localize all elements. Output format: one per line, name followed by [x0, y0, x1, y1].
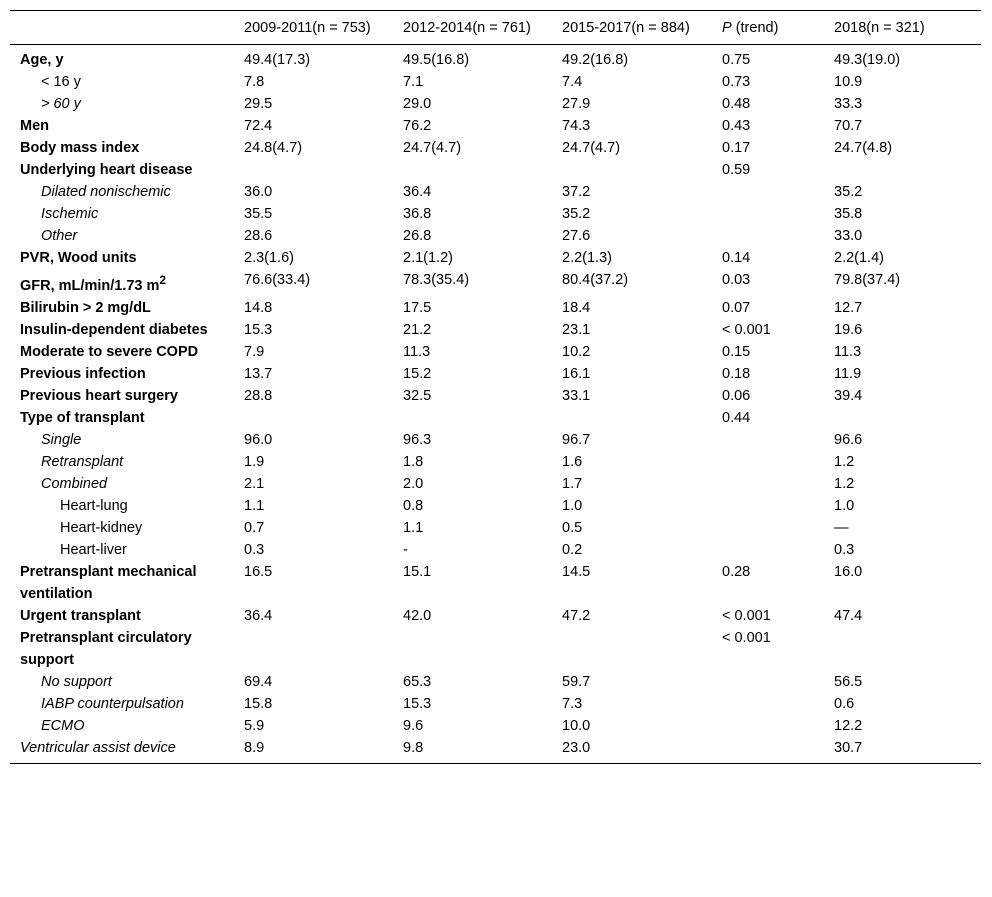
value-2012-2014: 29.0: [403, 96, 432, 112]
value-2009-2011: 28.6: [244, 228, 273, 244]
table-row: [10, 495, 981, 517]
value-2012-2014: 76.2: [403, 118, 432, 134]
value-p-trend: < 0.001: [722, 607, 771, 624]
value-p-trend: [712, 737, 824, 764]
row-label-text: Heart-kidney: [60, 519, 143, 536]
value-2009-2011: 15.3: [244, 321, 273, 338]
table-row: [10, 451, 981, 473]
value-2018: 79.8(37.4): [834, 272, 901, 288]
value-2015-2017: 59.7: [562, 673, 591, 690]
row-label: [10, 115, 234, 137]
value-2009-2011: 28.8: [244, 387, 273, 404]
value-p-trend: 0.07: [722, 299, 751, 316]
row-label-text: Body mass index: [20, 140, 140, 156]
value-2012-2014: 15.1: [403, 563, 432, 580]
value-p-trend: [712, 693, 824, 715]
row-label-text: Pretransplant mechanical ventilation: [20, 563, 197, 602]
data-table: [10, 10, 981, 764]
table-row: [10, 429, 981, 451]
row-label: [10, 385, 234, 407]
value-2009-2011: 16.5: [244, 563, 273, 580]
row-label-text: < 16 y: [41, 74, 81, 90]
row-label-text: Heart-lung: [60, 497, 128, 514]
value-2018: 0.3: [834, 541, 855, 558]
table-row: [10, 473, 981, 495]
table-row: [10, 605, 981, 627]
value-2018: 19.6: [834, 321, 863, 338]
value-2012-2014: 11.3: [403, 343, 431, 360]
value-2009-2011: 76.6(33.4): [244, 272, 311, 288]
value-2018: 30.7: [834, 739, 863, 756]
header-p-trend: [712, 11, 824, 45]
table-row: [10, 203, 981, 225]
row-label-text: Ischemic: [41, 206, 99, 222]
row-label-text: PVR, Wood units: [20, 250, 137, 266]
value-2012-2014: 24.7(4.7): [403, 140, 462, 156]
value-p-trend: 0.73: [722, 74, 751, 90]
value-2018: 35.2: [834, 184, 863, 200]
value-2015-2017: 10.0: [562, 717, 591, 734]
table-row: [10, 715, 981, 737]
value-2018: 12.7: [834, 299, 863, 316]
value-2015-2017: [552, 627, 712, 671]
value-2012-2014: 26.8: [403, 228, 432, 244]
table-container: [10, 10, 981, 764]
row-label: [10, 737, 234, 764]
value-2018: 11.3: [834, 343, 862, 360]
value-p-trend: 0.14: [722, 250, 751, 266]
value-2015-2017: 18.4: [562, 299, 591, 316]
row-label: [10, 407, 234, 429]
value-2009-2011: 2.3(1.6): [244, 250, 294, 266]
value-p-trend: [712, 203, 824, 225]
table-row: [10, 159, 981, 181]
header-row: [10, 11, 981, 45]
value-2009-2011: [234, 159, 393, 181]
value-2015-2017: 7.3: [562, 695, 583, 712]
value-2018: 56.5: [834, 673, 863, 690]
value-2015-2017: 74.3: [562, 118, 591, 134]
value-p-trend: [712, 539, 824, 561]
row-label-text: Previous heart surgery: [20, 387, 178, 404]
header-2015-2017: 2015-2017(n = 884): [552, 11, 712, 45]
row-label: [10, 495, 234, 517]
table-row: [10, 737, 981, 764]
value-2009-2011: 24.8(4.7): [244, 140, 303, 156]
value-2015-2017: 27.6: [562, 228, 591, 244]
row-label: [10, 247, 234, 269]
row-label: [10, 93, 234, 115]
row-label: [10, 363, 234, 385]
value-p-trend: [712, 495, 824, 517]
row-label: [10, 71, 234, 93]
value-2018: 1.2: [834, 475, 855, 492]
value-2015-2017: 96.7: [562, 431, 591, 448]
value-2012-2014: 36.4: [403, 184, 432, 200]
value-p-trend: 0.75: [722, 52, 751, 68]
value-2015-2017: 49.2(16.8): [562, 52, 629, 68]
value-2009-2011: 13.7: [244, 365, 273, 382]
value-2009-2011: 36.0: [244, 184, 273, 200]
value-2012-2014: 21.2: [403, 321, 432, 338]
value-2009-2011: 14.8: [244, 299, 273, 316]
value-2015-2017: [552, 407, 712, 429]
value-2009-2011: 5.9: [244, 717, 265, 734]
value-p-trend: [712, 473, 824, 495]
row-label: [10, 341, 234, 363]
row-label: [10, 451, 234, 473]
value-2018: —: [834, 519, 849, 536]
value-2012-2014: 78.3(35.4): [403, 272, 470, 288]
row-label: [10, 181, 234, 203]
row-label: [10, 319, 234, 341]
table-row: [10, 341, 981, 363]
row-label: [10, 671, 234, 693]
value-2018: 16.0: [834, 563, 863, 580]
table-row: [10, 71, 981, 93]
value-p-trend: 0.28: [722, 563, 751, 580]
value-2009-2011: 15.8: [244, 695, 273, 712]
row-label-text: Age, y: [20, 52, 64, 68]
value-2018: 33.3: [834, 96, 863, 112]
value-2018: [824, 407, 981, 429]
value-2012-2014: 1.1: [403, 519, 424, 536]
row-label-text: Underlying heart disease: [20, 162, 193, 178]
row-label-text: Ventricular assist device: [20, 739, 176, 756]
value-2009-2011: 35.5: [244, 206, 273, 222]
value-2009-2011: 1.9: [244, 453, 265, 470]
value-2012-2014: 2.0: [403, 475, 424, 492]
row-label-text: Pretransplant circulatory support: [20, 629, 192, 668]
value-2018: 96.6: [834, 431, 863, 448]
value-2018: [824, 627, 981, 671]
value-2012-2014: 1.8: [403, 453, 424, 470]
row-label: [10, 539, 234, 561]
value-p-trend: [712, 715, 824, 737]
row-label: [10, 159, 234, 181]
value-2012-2014: 32.5: [403, 387, 432, 404]
table-row: [10, 93, 981, 115]
value-p-trend: 0.15: [722, 343, 751, 360]
row-label-text: Bilirubin > 2 mg/dL: [20, 299, 151, 316]
value-2015-2017: 33.1: [562, 387, 591, 404]
value-p-trend: < 0.001: [722, 629, 771, 646]
table-body: [10, 45, 981, 764]
row-label-text: ECMO: [41, 717, 85, 734]
table-row: [10, 517, 981, 539]
value-p-trend: [712, 181, 824, 203]
value-2018: 33.0: [834, 228, 863, 244]
table-row: [10, 247, 981, 269]
value-2012-2014: 65.3: [403, 673, 432, 690]
row-label-text: Dilated nonischemic: [41, 184, 171, 200]
value-2018: [824, 159, 981, 181]
value-2015-2017: 23.1: [562, 321, 591, 338]
value-p-trend: [712, 429, 824, 451]
row-label-text: Retransplant: [41, 453, 124, 470]
value-2018: 49.3(19.0): [834, 52, 901, 68]
value-2018: 24.7(4.8): [834, 140, 893, 156]
value-2018: 10.9: [834, 74, 863, 90]
table-row: [10, 363, 981, 385]
table-row: [10, 137, 981, 159]
value-2015-2017: 80.4(37.2): [562, 272, 629, 288]
value-2015-2017: 47.2: [562, 607, 591, 624]
value-p-trend: < 0.001: [722, 321, 771, 338]
value-p-trend: [712, 517, 824, 539]
value-2012-2014: [393, 627, 552, 671]
value-2018: 2.2(1.4): [834, 250, 884, 266]
value-2018: 39.4: [834, 387, 863, 404]
value-2015-2017: 23.0: [562, 739, 591, 756]
value-2012-2014: 36.8: [403, 206, 432, 222]
value-2009-2011: 8.9: [244, 739, 265, 756]
row-label: [10, 45, 234, 72]
value-2015-2017: 10.2: [562, 343, 591, 360]
row-label-text: IABP counterpulsation: [41, 695, 184, 712]
value-2015-2017: 0.2: [562, 541, 583, 558]
value-2009-2011: 36.4: [244, 607, 273, 624]
row-label-text: > 60 y: [41, 96, 81, 112]
value-2018: 1.2: [834, 453, 855, 470]
row-label-text: Men: [20, 118, 49, 134]
row-label: [10, 473, 234, 495]
row-label-text: Heart-liver: [60, 541, 127, 558]
table-row: [10, 539, 981, 561]
table-row: [10, 385, 981, 407]
value-2012-2014: 2.1(1.2): [403, 250, 453, 266]
value-2009-2011: 0.7: [244, 519, 265, 536]
value-p-trend: 0.03: [722, 272, 751, 288]
table-row: [10, 181, 981, 203]
row-label: [10, 225, 234, 247]
row-label: [10, 715, 234, 737]
value-p-trend: 0.06: [722, 387, 751, 404]
row-label: [10, 693, 234, 715]
row-label-text: No support: [41, 673, 112, 690]
row-label: [10, 297, 234, 319]
row-label: [10, 605, 234, 627]
value-2012-2014: [393, 407, 552, 429]
value-2009-2011: [234, 627, 393, 671]
value-2012-2014: 9.8: [403, 739, 424, 756]
value-2009-2011: 49.4(17.3): [244, 52, 311, 68]
row-label-superscript: 2: [159, 273, 167, 287]
value-2015-2017: 37.2: [562, 184, 591, 200]
row-label: [10, 203, 234, 225]
table-row: [10, 115, 981, 137]
value-2009-2011: 0.3: [244, 541, 265, 558]
table-row: [10, 319, 981, 341]
table-row: [10, 297, 981, 319]
value-p-trend: 0.44: [722, 409, 751, 426]
table-row: [10, 627, 981, 671]
value-2015-2017: 16.1: [562, 365, 591, 382]
value-2015-2017: 1.6: [562, 453, 583, 470]
value-2015-2017: 27.9: [562, 96, 591, 112]
value-2012-2014: 7.1: [403, 74, 424, 90]
value-2009-2011: 2.1: [244, 475, 265, 492]
value-2012-2014: 96.3: [403, 431, 432, 448]
value-2018: 70.7: [834, 118, 863, 134]
value-2012-2014: 0.8: [403, 497, 424, 514]
value-p-trend: [712, 451, 824, 473]
value-2015-2017: 7.4: [562, 74, 583, 90]
row-label: [10, 627, 234, 671]
header-2018: 2018(n = 321): [824, 11, 981, 45]
value-2012-2014: -: [403, 541, 408, 558]
value-2015-2017: 35.2: [562, 206, 591, 222]
table-row: [10, 407, 981, 429]
header-variable: [10, 11, 234, 45]
value-2009-2011: 7.9: [244, 343, 265, 360]
value-p-trend: 0.43: [722, 118, 751, 134]
table-row: [10, 561, 981, 605]
value-2015-2017: 2.2(1.3): [562, 250, 612, 266]
value-2009-2011: 7.8: [244, 74, 265, 90]
value-2012-2014: [393, 159, 552, 181]
table-row: [10, 225, 981, 247]
value-2015-2017: 14.5: [562, 563, 591, 580]
row-label-text: Previous infection: [20, 365, 146, 382]
value-2018: 47.4: [834, 607, 863, 624]
value-2009-2011: 1.1: [244, 497, 265, 514]
value-p-trend: 0.17: [722, 140, 751, 156]
value-2012-2014: 9.6: [403, 717, 424, 734]
value-2018: 11.9: [834, 365, 862, 382]
row-label: [10, 269, 234, 297]
value-2012-2014: 15.2: [403, 365, 432, 382]
value-2015-2017: 1.0: [562, 497, 583, 514]
row-label-text: Insulin-dependent diabetes: [20, 321, 208, 338]
value-2009-2011: 96.0: [244, 431, 273, 448]
row-label-text: GFR, mL/min/1.73 m: [20, 277, 160, 294]
value-2012-2014: 17.5: [403, 299, 432, 316]
value-2018: 0.6: [834, 695, 855, 712]
value-2015-2017: 24.7(4.7): [562, 140, 621, 156]
table-row: [10, 693, 981, 715]
value-2015-2017: 0.5: [562, 519, 583, 536]
value-2012-2014: 42.0: [403, 607, 432, 624]
row-label: [10, 561, 234, 605]
row-label-text: Combined: [41, 475, 108, 492]
value-2009-2011: 29.5: [244, 96, 273, 112]
value-2018: 1.0: [834, 497, 855, 514]
value-2012-2014: 49.5(16.8): [403, 52, 470, 68]
value-p-trend: 0.18: [722, 365, 751, 382]
value-p-trend: [712, 671, 824, 693]
value-2015-2017: [552, 159, 712, 181]
header-p-suffix: (trend): [731, 20, 779, 36]
row-label: [10, 137, 234, 159]
row-label-text: Other: [41, 228, 78, 244]
table-header: [10, 11, 981, 45]
header-p-letter: P: [722, 20, 732, 36]
row-label-text: Single: [41, 431, 82, 448]
table-row: [10, 45, 981, 72]
row-label-text: Urgent transplant: [20, 607, 141, 624]
table-row: [10, 671, 981, 693]
header-2009-2011: 2009-2011(n = 753): [234, 11, 393, 45]
row-label-text: Moderate to severe COPD: [20, 343, 199, 360]
value-2018: 35.8: [834, 206, 863, 222]
value-2009-2011: 72.4: [244, 118, 273, 134]
header-2012-2014: 2012-2014(n = 761): [393, 11, 552, 45]
value-2015-2017: 1.7: [562, 475, 583, 492]
value-2009-2011: 69.4: [244, 673, 273, 690]
row-label-text: Type of transplant: [20, 409, 145, 426]
value-2012-2014: 15.3: [403, 695, 432, 712]
value-p-trend: 0.59: [722, 162, 751, 178]
value-2009-2011: [234, 407, 393, 429]
row-label: [10, 429, 234, 451]
row-label: [10, 517, 234, 539]
value-p-trend: [712, 225, 824, 247]
value-p-trend: 0.48: [722, 96, 751, 112]
value-2018: 12.2: [834, 717, 863, 734]
table-row: [10, 269, 981, 297]
